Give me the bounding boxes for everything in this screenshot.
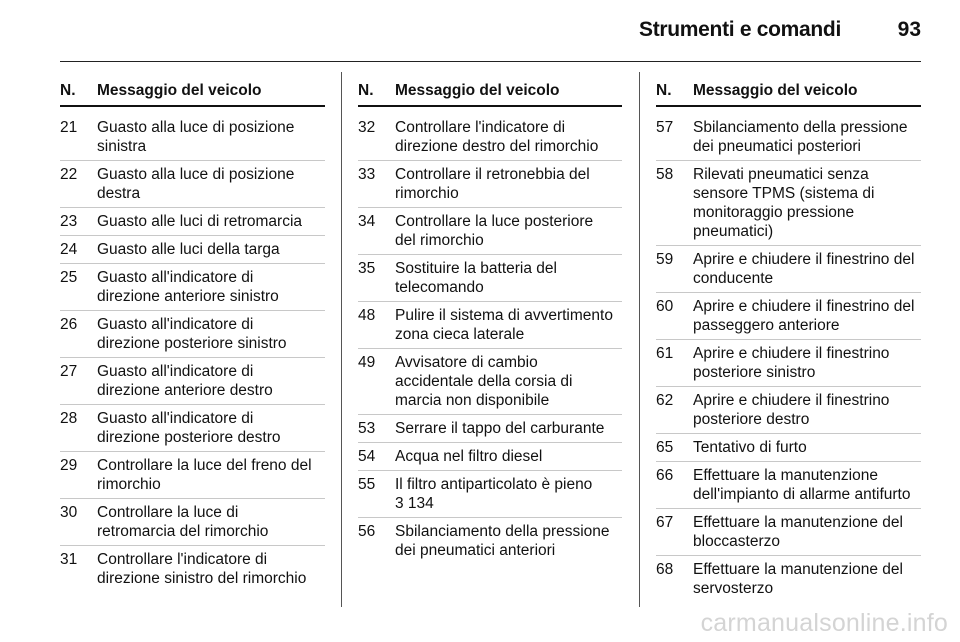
message-number: 54	[358, 448, 376, 465]
header-number-label: N.	[60, 82, 76, 99]
message-line: Guasto alle luci della targa	[97, 241, 280, 258]
message-line: Controllare la luce di	[97, 504, 239, 521]
table-row	[60, 207, 325, 231]
message-number: 28	[60, 410, 78, 427]
message-line: del rimorchio	[395, 232, 484, 249]
table-row	[358, 207, 622, 250]
message-number: 34	[358, 213, 376, 230]
message-text	[97, 456, 325, 494]
message-text	[395, 306, 622, 344]
message-line: dei pneumatici posteriori	[693, 138, 862, 155]
header-message-label: Messaggio del veicolo	[693, 82, 858, 99]
message-text	[395, 165, 622, 203]
watermark: carmanualsonline.info	[700, 609, 948, 637]
page-number: 93	[897, 18, 921, 41]
message-line: Effettuare la manutenzione del	[693, 561, 903, 578]
table-row	[358, 442, 622, 466]
message-line: Effettuare la manutenzione del	[693, 514, 903, 531]
page-title: Strumenti e comandi	[638, 18, 841, 41]
message-text	[395, 419, 622, 438]
message-number: 30	[60, 504, 78, 521]
table-row	[358, 254, 622, 297]
table-row	[656, 118, 921, 156]
table-row	[60, 545, 325, 588]
message-line: Aprire e chiudere il finestrino	[693, 392, 890, 409]
message-line: direzione anteriore sinistro	[97, 288, 279, 305]
header-message-label: Messaggio del veicolo	[97, 82, 262, 99]
message-text	[395, 118, 622, 156]
header-number-label: N.	[656, 82, 672, 99]
message-number: 22	[60, 166, 78, 183]
message-line: servosterzo	[693, 580, 774, 597]
table-row	[358, 517, 622, 560]
message-text	[693, 391, 921, 429]
message-line: posteriore sinistro	[693, 364, 816, 381]
message-line: Controllare la luce posteriore	[395, 213, 594, 230]
message-line: Serrare il tappo del carburante	[395, 420, 605, 437]
message-number: 58	[656, 166, 674, 183]
message-text	[693, 250, 921, 288]
message-number: 48	[358, 307, 376, 324]
message-text	[97, 118, 325, 156]
table-row	[656, 461, 921, 504]
table-header	[60, 82, 325, 107]
message-number: 32	[358, 119, 376, 136]
table-header	[656, 82, 921, 107]
header-number-label: N.	[358, 82, 374, 99]
message-number: 56	[358, 523, 376, 540]
message-number: 25	[60, 269, 78, 286]
message-number: 67	[656, 514, 674, 531]
message-line: destra	[97, 185, 141, 202]
table-row	[656, 508, 921, 551]
message-number: 27	[60, 363, 78, 380]
table-row	[60, 235, 325, 259]
table-row	[656, 339, 921, 382]
message-line: Pulire il sistema di avvertimento	[395, 307, 613, 324]
message-number: 61	[656, 345, 674, 362]
message-line: pneumatici)	[693, 223, 774, 240]
message-line: Sbilanciamento della pressione	[693, 119, 908, 136]
table-header	[358, 82, 622, 107]
table-row	[358, 160, 622, 203]
message-table-column-3	[656, 82, 921, 598]
message-number: 31	[60, 551, 78, 568]
message-number: 49	[358, 354, 376, 371]
message-text	[97, 409, 325, 447]
message-text	[693, 344, 921, 382]
page-header	[60, 18, 921, 44]
message-line: Acqua nel filtro diesel	[395, 448, 543, 465]
header-rule	[60, 61, 921, 62]
message-line: sensore TPMS (sistema di	[693, 185, 875, 202]
message-line: dell'impianto di allarme antifurto	[693, 486, 911, 503]
table-row	[358, 470, 622, 513]
message-line: direzione posteriore sinistro	[97, 335, 287, 352]
message-text	[693, 438, 921, 457]
message-line: Guasto all'indicatore di	[97, 363, 254, 380]
message-text	[97, 550, 325, 588]
table-row	[60, 263, 325, 306]
message-number: 60	[656, 298, 674, 315]
message-line: 3 134	[395, 495, 434, 512]
message-line: Aprire e chiudere il finestrino del	[693, 251, 915, 268]
message-text	[395, 353, 622, 410]
message-number: 53	[358, 420, 376, 437]
message-line: zona cieca laterale	[395, 326, 525, 343]
message-text	[693, 466, 921, 504]
table-row	[656, 555, 921, 598]
table-row	[358, 301, 622, 344]
message-text	[693, 165, 921, 241]
message-line: Avvisatore di cambio	[395, 354, 538, 371]
message-text	[97, 165, 325, 203]
message-line: Controllare l'indicatore di	[97, 551, 268, 568]
message-text	[97, 503, 325, 541]
message-line: Guasto alla luce di posizione	[97, 166, 295, 183]
message-table-column-1	[60, 82, 325, 588]
message-line: Controllare la luce del freno del	[97, 457, 312, 474]
column-divider	[639, 72, 640, 607]
message-line: conducente	[693, 270, 774, 287]
message-line: bloccasterzo	[693, 533, 781, 550]
message-number: 66	[656, 467, 674, 484]
message-line: Guasto alle luci di retromarcia	[97, 213, 303, 230]
message-text	[395, 447, 622, 466]
table-row	[656, 386, 921, 429]
message-line: Guasto all'indicatore di	[97, 316, 254, 333]
message-text	[395, 522, 622, 560]
table-row	[656, 160, 921, 241]
table-row	[60, 310, 325, 353]
message-text	[395, 212, 622, 250]
message-line: Guasto alla luce di posizione	[97, 119, 295, 136]
table-row	[60, 118, 325, 156]
message-line: Aprire e chiudere il finestrino	[693, 345, 890, 362]
message-line: telecomando	[395, 279, 484, 296]
message-text	[693, 560, 921, 598]
table-body	[358, 118, 622, 560]
table-row	[656, 245, 921, 288]
message-line: accidentale della corsia di	[395, 373, 573, 390]
message-line: Sostituire la batteria del	[395, 260, 557, 277]
message-line: direzione posteriore destro	[97, 429, 281, 446]
message-line: rimorchio	[97, 476, 161, 493]
message-line: rimorchio	[395, 185, 459, 202]
message-number: 57	[656, 119, 674, 136]
message-line: Guasto all'indicatore di	[97, 410, 254, 427]
message-line: Guasto all'indicatore di	[97, 269, 254, 286]
message-line: Il filtro antiparticolato è pieno	[395, 476, 593, 493]
table-row	[656, 433, 921, 457]
table-body	[60, 118, 325, 588]
table-row	[60, 357, 325, 400]
message-number: 62	[656, 392, 674, 409]
message-line: passeggero anteriore	[693, 317, 840, 334]
message-line: Effettuare la manutenzione	[693, 467, 878, 484]
message-text	[97, 315, 325, 353]
message-line: retromarcia del rimorchio	[97, 523, 269, 540]
message-number: 26	[60, 316, 78, 333]
message-text	[693, 297, 921, 335]
message-text	[693, 513, 921, 551]
message-text	[97, 240, 325, 259]
message-line: posteriore destro	[693, 411, 810, 428]
message-line: sinistra	[97, 138, 147, 155]
message-line: dei pneumatici anteriori	[395, 542, 556, 559]
message-number: 59	[656, 251, 674, 268]
message-number: 55	[358, 476, 376, 493]
message-line: Controllare l'indicatore di	[395, 119, 566, 136]
message-number: 23	[60, 213, 78, 230]
table-row	[60, 498, 325, 541]
message-text	[97, 362, 325, 400]
message-line: Rilevati pneumatici senza	[693, 166, 869, 183]
table-row	[358, 118, 622, 156]
message-number: 29	[60, 457, 78, 474]
message-number: 35	[358, 260, 376, 277]
message-line: direzione anteriore destro	[97, 382, 273, 399]
message-line: monitoraggio pressione	[693, 204, 855, 221]
message-number: 21	[60, 119, 78, 136]
message-line: Sbilanciamento della pressione	[395, 523, 610, 540]
table-row	[358, 414, 622, 438]
message-number: 65	[656, 439, 674, 456]
message-line: Aprire e chiudere il finestrino del	[693, 298, 915, 315]
message-line: Tentativo di furto	[693, 439, 807, 456]
message-text	[693, 118, 921, 156]
message-text	[97, 212, 325, 231]
message-line: Controllare il retronebbia del	[395, 166, 590, 183]
table-row	[60, 404, 325, 447]
table-body	[656, 118, 921, 598]
message-line: marcia non disponibile	[395, 392, 550, 409]
message-number: 24	[60, 241, 78, 258]
message-table-column-2	[358, 82, 622, 560]
table-row	[656, 292, 921, 335]
message-line: direzione sinistro del rimorchio	[97, 570, 307, 587]
message-text	[395, 475, 622, 513]
message-number: 33	[358, 166, 376, 183]
table-row	[60, 160, 325, 203]
table-row	[60, 451, 325, 494]
table-row	[358, 348, 622, 410]
message-number: 68	[656, 561, 674, 578]
column-divider	[341, 72, 342, 607]
message-text	[97, 268, 325, 306]
header-message-label: Messaggio del veicolo	[395, 82, 560, 99]
message-line: direzione destro del rimorchio	[395, 138, 599, 155]
message-text	[395, 259, 622, 297]
